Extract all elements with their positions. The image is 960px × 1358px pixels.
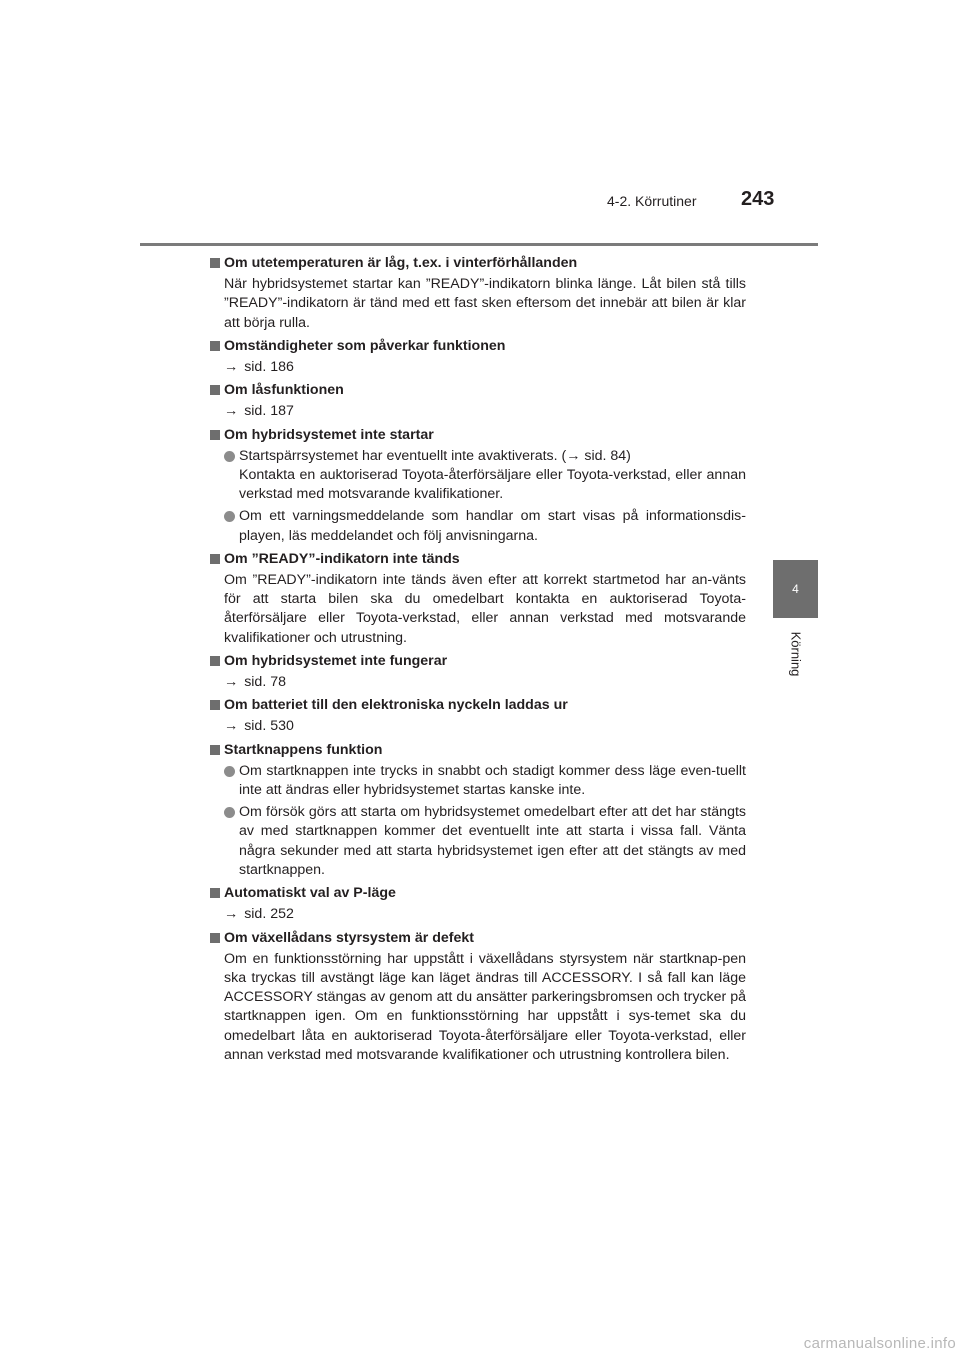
- page-content: [210, 254, 746, 1069]
- watermark: carmanualsonline.info: [803, 1335, 956, 1352]
- page-reference: → sid. 187: [224, 403, 294, 420]
- section-start-button: [210, 741, 746, 880]
- square-bullet-icon: [210, 258, 220, 268]
- square-bullet-icon: [210, 933, 220, 943]
- arrow-right-icon: →: [224, 674, 239, 691]
- page-reference: → sid. 78: [224, 674, 286, 691]
- section-text: När hybridsystemet startar kan ”READY”-indikatorn blinka länge. Låt bilen stå tills ”READY”-indikatorn är tänd med ett fast sken eftersom det innebär att bilen är klar att börja rulla.: [224, 276, 746, 331]
- section-heading: Startknappens funktion: [210, 741, 746, 760]
- section-affecting-conditions: [210, 337, 746, 377]
- section-heading: Om hybridsystemet inte fungerar: [210, 652, 746, 671]
- square-bullet-icon: [210, 430, 220, 440]
- square-bullet-icon: [210, 888, 220, 898]
- section-hybrid-not-working: [210, 652, 746, 692]
- round-bullet-icon: [224, 766, 235, 777]
- chapter-tab: 4: [773, 560, 818, 618]
- section-heading: Om låsfunktionen: [210, 381, 746, 400]
- section-heading: Om ”READY”-indikatorn inte tänds: [210, 550, 746, 569]
- section-hybrid-not-starting: [210, 426, 746, 546]
- page-reference: → sid. 530: [224, 718, 294, 735]
- round-bullet-icon: [224, 807, 235, 818]
- square-bullet-icon: [210, 385, 220, 395]
- section-heading: Om växellådans styrsystem är defekt: [210, 929, 746, 948]
- section-text: Om ”READY”-indikatorn inte tänds även efter att korrekt startmetod har an-vänts för att starta bilen ska du omedelbart kontakta en auktoriserad Toyota-återförsäljare eller Toyota-verkstad, eller annan verkstad med motsvarande kvalifikationer och utrustning.: [224, 572, 746, 646]
- section-heading: Om utetemperaturen är låg, t.ex. i vinterförhållanden: [210, 254, 746, 273]
- page-number: 243: [741, 188, 775, 210]
- chapter-label: Körning: [788, 631, 804, 677]
- section-auto-p-position: [210, 884, 746, 924]
- square-bullet-icon: [210, 700, 220, 710]
- bullet-item: Om försök görs att starta om hybridsystemet omedelbart efter att det har stängts av med startknappen kommer det eventuellt inte att starta i vissa fall. Vänta några sekunder med att starta hybridsystemet igen efter att det stängts av med startknappen.: [210, 803, 746, 880]
- section-title: 4-2. Körrutiner: [607, 193, 697, 209]
- section-lock-function: [210, 381, 746, 421]
- section-heading: Omständigheter som påverkar funktionen: [210, 337, 746, 356]
- section-cold-temperature: [210, 254, 746, 333]
- arrow-right-icon: →: [224, 403, 239, 420]
- arrow-right-icon: →: [224, 359, 239, 376]
- section-ready-indicator: [210, 550, 746, 648]
- section-heading: Om hybridsystemet inte startar: [210, 426, 746, 445]
- arrow-right-icon: →: [224, 906, 239, 923]
- arrow-right-icon: →: [224, 718, 239, 735]
- section-text: Om en funktionsstörning har uppstått i växellådans styrsystem när startknap-pen ska tryckas till avstängt läge kan läget ändras till ACCESSORY. I så fall kan läge ACCESSORY stängas av genom att du ansätter parkeringsbromsen och trycker på startknappen igen. Om en funktionsstörning har uppstått i sys-temet ska du omedelbart låta en auktoriserad Toyota-återförsäljare eller Toyota-verkstad, eller annan verkstad med motsvarande kvalifikationer och utrustning kontrollera bilen.: [224, 950, 746, 1063]
- header-rule: [140, 243, 818, 246]
- page-reference: → sid. 252: [224, 906, 294, 923]
- round-bullet-icon: [224, 451, 235, 462]
- section-transmission-fault: [210, 929, 746, 1065]
- page-reference: → sid. 186: [224, 359, 294, 376]
- bullet-item: Om ett varningsmeddelande som handlar om start visas på informationsdis-playen, läs meddelandet och följ anvisningarna.: [210, 507, 746, 545]
- section-heading: Automatiskt val av P-läge: [210, 884, 746, 903]
- section-heading: Om batteriet till den elektroniska nyckeln laddas ur: [210, 696, 746, 715]
- square-bullet-icon: [210, 745, 220, 755]
- section-key-battery: [210, 696, 746, 736]
- bullet-item: Startspärrsystemet har eventuellt inte avaktiverats. (→ sid. 84) Kontakta en auktoriserad Toyota-återförsäljare eller Toyota-verkstad, eller annan verkstad med motsvarande kvalifikationer.: [210, 447, 746, 505]
- square-bullet-icon: [210, 554, 220, 564]
- square-bullet-icon: [210, 341, 220, 351]
- bullet-item: Om startknappen inte trycks in snabbt och stadigt kommer dess läge even-tuellt inte att ändras eller hybridsystemet startas kanske inte.: [210, 762, 746, 800]
- round-bullet-icon: [224, 511, 235, 522]
- square-bullet-icon: [210, 656, 220, 666]
